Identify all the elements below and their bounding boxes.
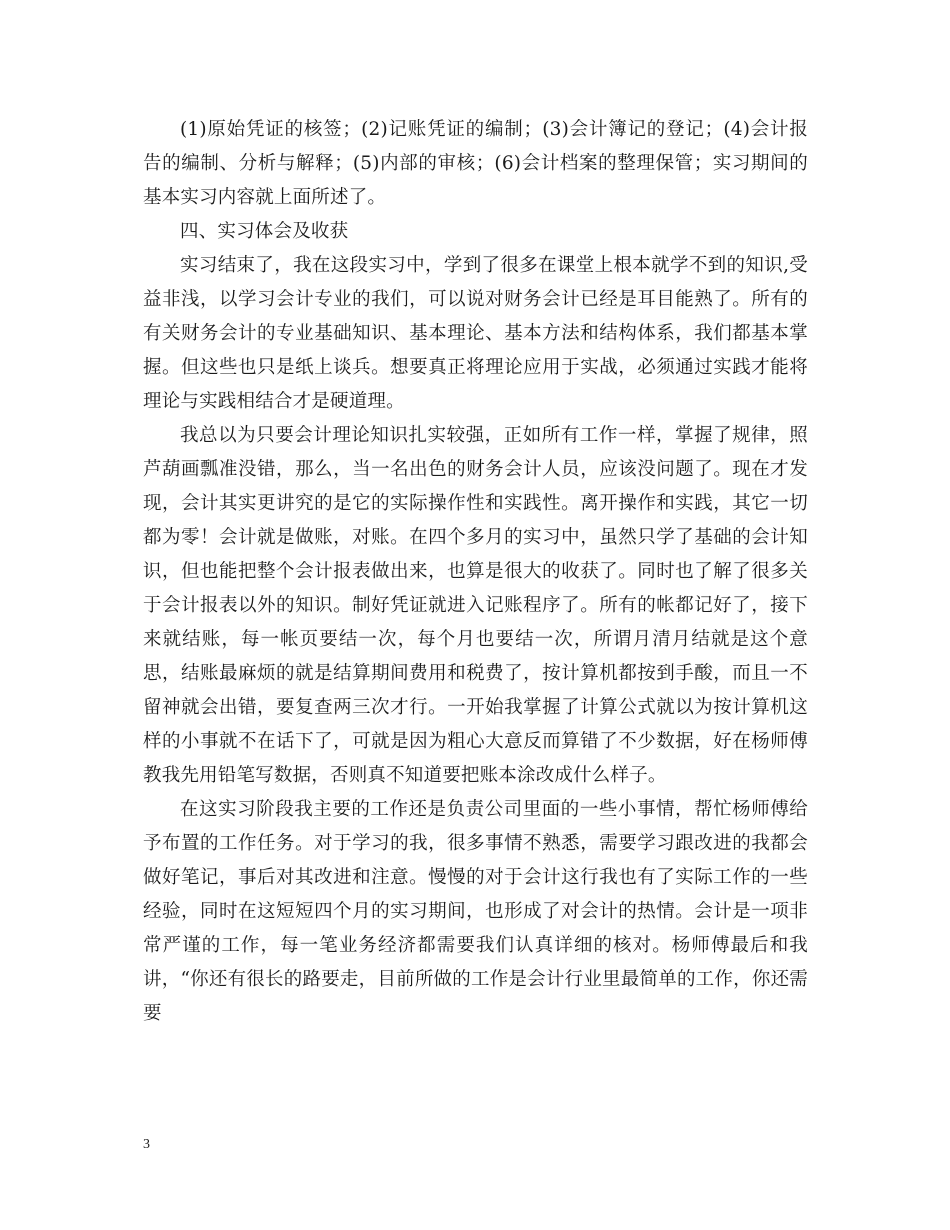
section-heading: 四、实习体会及收获 <box>180 221 349 242</box>
document-body <box>143 113 808 1031</box>
page-number: 3 <box>143 1137 150 1152</box>
paragraph-experience-intro: 实习结束了，我在这段实习中，学到了很多在课堂上根本就学不到的知识,受益非浅，以学习会计专业的我们，可以说对财务会计已经是耳目能熟了。所有的有关财务会计的专业基础知识、基本理论、基本方法和结构体系，我们都基本掌握。但这些也只是纸上谈兵。想要真正将理论应用于实战，必须通过实践才能将理论与实践相结合才是硬道理。 <box>143 255 808 412</box>
paragraph-duties-list: (1)原始凭证的核签；(2)记账凭证的编制；(3)会计簿记的登记；(4)会计报告的编制、分析与解释；(5)内部的审核；(6)会计档案的整理保管；实习期间的基本实习内容就上面所述了。 <box>143 119 808 208</box>
paragraph-practice: 我总以为只要会计理论知识扎实较强，正如所有工作一样，掌握了规律，照芦葫画瓢准没错，那么，当一名出色的财务会计人员，应该没问题了。现在才发现，会计其实更讲究的是它的实际操作性和实践性。离开操作和实践，其它一切都为零！会计就是做账，对账。在四个多月的实习中，虽然只学了基础的会计知识，但也能把整个会计报表做出来，也算是很大的收获了。同时也了解了很多关于会计报表以外的知识。制好凭证就进入记账程序了。所有的帐都记好了，接下来就结账，每一帐页要结一次，每个月也要结一次，所谓月清月结就是这个意思，结账最麻烦的就是结算期间费用和税费了，按计算机都按到手酸，而且一不留神就会出错，要复查两三次才行。一开始我掌握了计算公式就以为按计算机这样的小事就不在话下了，可就是因为粗心大意反而算错了不少数据，好在杨师傅教我先用铅笔写数据，否则真不知道要把账本涂改成什么样子。 <box>143 425 808 786</box>
paragraph-work-tasks: 在这实习阶段我主要的工作还是负责公司里面的一些小事情，帮忙杨师傅给予布置的工作任务。对于学习的我，很多事情不熟悉，需要学习跟改进的我都会做好笔记，事后对其改进和注意。慢慢的对于会计这行我也有了实际工作的一些经验，同时在这短短四个月的实习期间，也形成了对会计的热情。会计是一项非常严谨的工作，每一笔业务经济都需要我们认真详细的核对。杨师傅最后和我讲，“你还有很长的路要走，目前所做的工作是会计行业里最简单的工作，你还需要 <box>143 799 808 1024</box>
